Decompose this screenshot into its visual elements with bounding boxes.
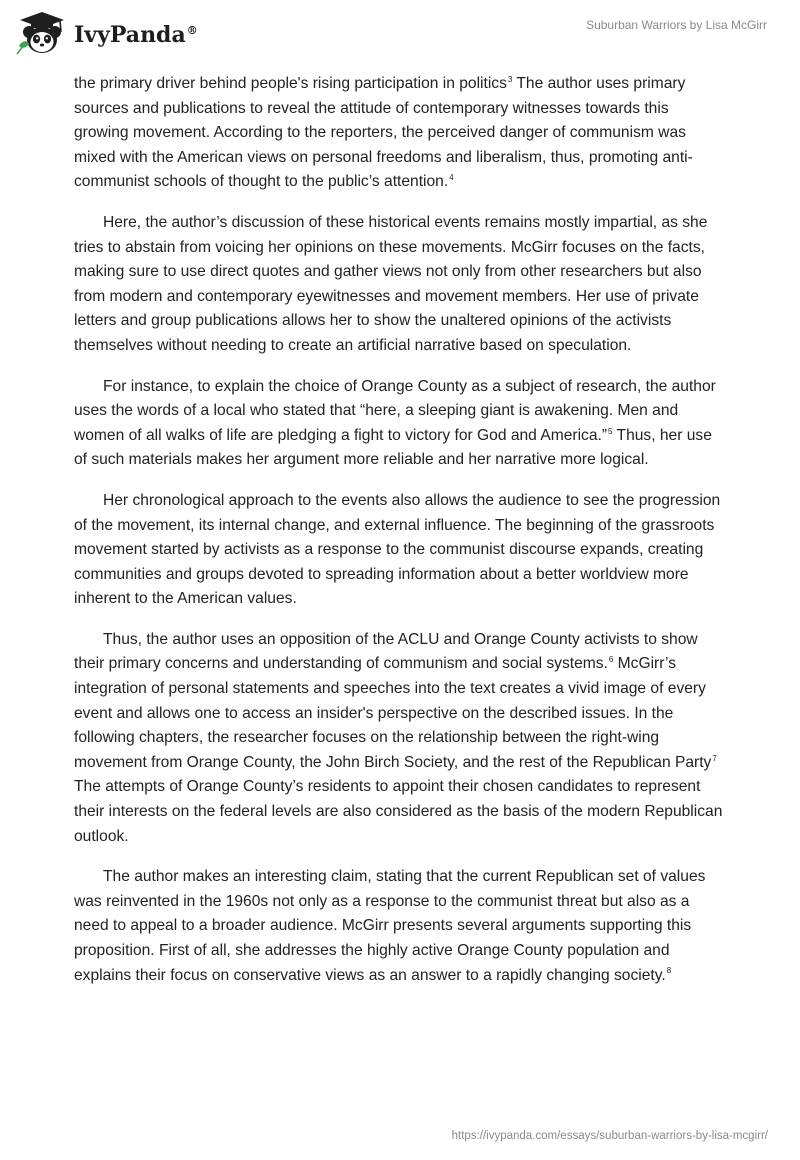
paragraph-text: For instance, to explain the choice of Orange County as a subject of research, the author uses the words of a local who stated that “here, a sleeping giant is awakening. Men and women of all walks of life are pledging a fight to victory for God and America.” [74, 377, 716, 444]
footnote-reference[interactable]: 7 [712, 753, 717, 763]
ivypanda-logo[interactable] [14, 10, 198, 56]
page-header [0, 0, 800, 70]
paragraph-text: the primary driver behind people's rising participation in politics [74, 75, 507, 92]
footnote-reference[interactable]: 5 [608, 426, 613, 436]
essay-paragraph [74, 628, 724, 849]
essay-paragraph [74, 72, 724, 195]
essay-body [74, 72, 724, 1004]
paragraph-text: McGirr’s integration of personal statements and speeches into the text creates a vivid image of every event and allows one to access an insider's perspective on the described issues. In the following chapters, the researcher focuses on the relationship between the right-wing movement from Orange County, the John Birch Society, and the rest of the Republican Party [74, 655, 712, 771]
footnote-reference[interactable]: 3 [507, 74, 513, 84]
paragraph-text: The attempts of Orange County’s residents to appoint their chosen candidates to represent their interests on the federal levels are also considered as the basis of the modern Republican outlook. [74, 778, 723, 845]
paragraph-text: Thus, the author uses an opposition of the ACLU and Orange County activists to show their primary concerns and understanding of communism and social systems. [74, 630, 698, 673]
paragraph-text: Thus, her use of such materials makes her argument more reliable and her narrative more logical. [74, 426, 712, 469]
panda-graduate-icon [14, 10, 68, 56]
essay-paragraph [74, 489, 724, 612]
paragraph-text: The author uses primary sources and publications to reveal the attitude of contemporary witnesses towards this growing movement. According to the reporters, the perceived danger of communism was mixed with the American views on personal freedoms and liberalism, thus, promoting anti-communist schools of thought to the public’s attention. [74, 75, 693, 191]
essay-paragraph [74, 211, 724, 359]
footnote-reference[interactable]: 4 [449, 173, 454, 183]
paragraph-text: Her chronological approach to the events also allows the audience to see the progression of the movement, its internal change, and external influence. The beginning of the grassroots movement started by activists as a response to the communist discourse expands, creating communities and groups devoted to spreading information about a better worldview more inherent to the American values. [74, 491, 721, 608]
source-url[interactable]: https://ivypanda.com/essays/suburban-warriors-by-lisa-mcgirr/ [451, 1130, 768, 1142]
footnote-reference[interactable]: 6 [608, 655, 614, 665]
essay-paragraph [74, 375, 724, 473]
footnote-reference[interactable]: 8 [666, 966, 672, 976]
paragraph-text: The author makes an interesting claim, stating that the current Republican set of values was reinvented in the 1960s not only as a response to the communist threat but also as a need to appeal to a broader audience. McGirr presents several arguments supporting this proposition. First of all, she addresses the highly active Orange County population and explains their focus on conservative views as an answer to a rapidly changing society. [74, 868, 706, 984]
logo-text: IvyPanda® [74, 22, 198, 48]
paragraph-text: Here, the author’s discussion of these historical events remains mostly impartial, as she tries to abstain from voicing her opinions on these movements. McGirr focuses on the facts, making sure to use direct quotes and gather views not only from other researchers but also from modern and contemporary eyewitnesses and movement members. Her use of private letters and group publications allows her to show the unaltered opinions of the activists themselves without needing to create an artificial narrative based on speculation. [74, 213, 708, 354]
document-title: Suburban Warriors by Lisa McGirr [586, 18, 767, 32]
essay-paragraph [74, 865, 724, 988]
